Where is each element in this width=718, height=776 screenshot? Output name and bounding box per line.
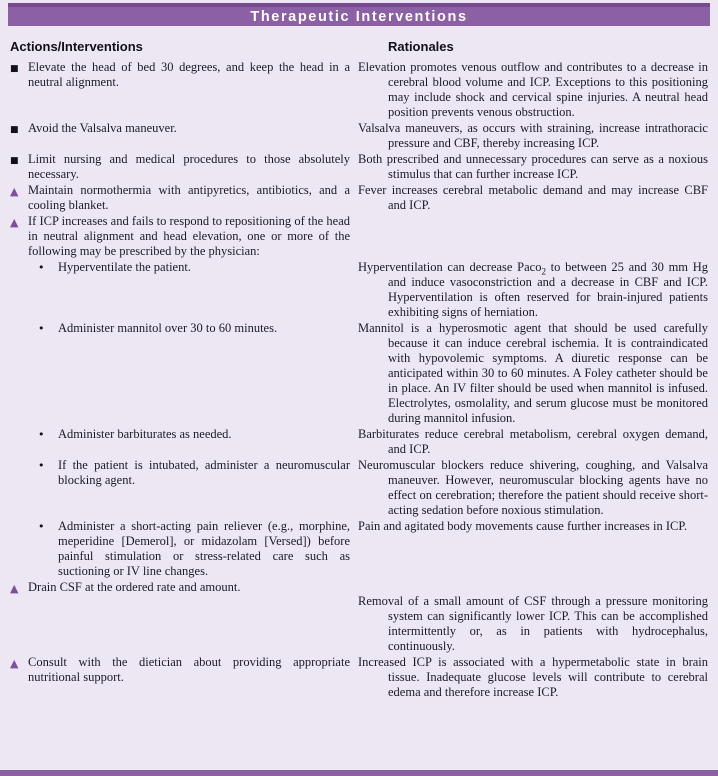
rationale-text: Neuromuscular blockers reduce shivering, coughing, and Valsalva maneuver. However, neuromuscular blocking agents have no effect on cerebration; therefore the patient should receive short-acting sedation before noxious stimulation. (358, 458, 708, 517)
title-bar (8, 3, 710, 26)
action-cell (10, 655, 350, 700)
action-text: If the patient is intubated, administer a neuromuscular blocking agent. (58, 458, 350, 487)
table-row (10, 427, 708, 457)
action-text: Administer barbiturates as needed. (58, 427, 232, 441)
dot-bullet-icon: • (38, 520, 45, 533)
column-headers (10, 39, 708, 54)
action-text: Elevate the head of bed 30 degrees, and keep the head in a neutral alignment. (28, 60, 350, 89)
rationale-text-pre: Hyperventilation can decrease Paco (358, 260, 542, 274)
square-bullet-icon: ■ (10, 64, 19, 74)
action-cell (10, 458, 350, 518)
rationale-text: Elevation promotes venous outflow and contributes to a decrease in cerebral blood volume and ICP. Exceptions to this positioning may include shock and cervical spine injuries. A neutral head position prevents venous obstruction. (358, 60, 708, 119)
action-cell (10, 321, 350, 426)
rationale-text: Pain and agitated body movements cause further increases in ICP. (358, 519, 688, 533)
rationale-cell (358, 183, 708, 213)
table-row (10, 152, 708, 182)
action-text: Drain CSF at the ordered rate and amount. (28, 580, 241, 594)
rationale-text: Barbiturates reduce cerebral metabolism, cerebral oxygen demand, and ICP. (358, 427, 708, 456)
action-text: Hyperventilate the patient. (58, 260, 191, 274)
rationale-text: Fever increases cerebral metabolic demand and may increase CBF and ICP. (358, 183, 708, 212)
rationale-cell (358, 655, 708, 700)
rationale-text: Removal of a small amount of CSF through a pressure monitoring system can significantly lower ICP. This can be accomplished intermittently or, as in patients with hydrocephalus, continuously. (358, 594, 708, 653)
table-row (10, 655, 708, 700)
action-cell (10, 519, 350, 579)
table-row (10, 260, 708, 320)
table-row (10, 183, 708, 213)
action-cell (10, 152, 350, 182)
rationale-cell (358, 214, 708, 259)
triangle-bullet-icon: ▲ (10, 582, 19, 595)
rationale-text: Valsalva maneuvers, as occurs with straining, increase intrathoracic pressure and CBF, thereby increasing ICP. (358, 121, 708, 150)
table-row (10, 519, 708, 579)
action-cell (10, 427, 350, 457)
triangle-bullet-icon: ▲ (10, 657, 19, 670)
action-text: Limit nursing and medical procedures to those absolutely necessary. (28, 152, 350, 181)
rationale-text: Mannitol is a hyperosmotic agent that should be used carefully because it can induce cerebral ischemia. It is contraindicated with hypovolemic symptoms. A diuretic response can be anticipated within 30 to 60 minutes. A Foley catheter should be in place. An IV filter should be used when mannitol is infused. Electrolytes, osmolality, and serum glucose must be monitored during mannitol infusion. (358, 321, 708, 425)
table-content (0, 39, 718, 700)
dot-bullet-icon: • (38, 428, 45, 441)
rationale-cell (358, 427, 708, 457)
table-row (10, 321, 708, 426)
column-header-rationales: Rationales (388, 39, 454, 54)
dot-bullet-icon: • (38, 459, 45, 472)
rationale-cell (358, 60, 708, 120)
action-text: Administer mannitol over 30 to 60 minutes. (58, 321, 278, 335)
table-row (10, 60, 708, 120)
action-text: Avoid the Valsalva maneuver. (28, 121, 177, 135)
rationale-cell (358, 458, 708, 518)
action-cell (10, 214, 350, 259)
action-text: Maintain normothermia with antipyretics, antibiotics, and a cooling blanket. (28, 183, 350, 212)
rationale-text: Both prescribed and unnecessary procedures can serve as a noxious stimulus that can further increase ICP. (358, 152, 708, 181)
table-row (10, 214, 708, 259)
square-bullet-icon: ■ (10, 156, 19, 166)
square-bullet-icon: ■ (10, 125, 19, 135)
action-cell (10, 580, 350, 654)
rationale-text (358, 260, 708, 320)
action-text: Consult with the dietician about providing appropriate nutritional support. (28, 655, 350, 684)
action-cell (10, 183, 350, 213)
action-cell (10, 260, 350, 320)
action-cell (10, 121, 350, 151)
action-text: Administer a short-acting pain reliever (e.g., morphine, meperidine [Demerol], or midazolam [Versed]) before painful stimulation or stress-related care such as suctioning or IV line changes. (58, 519, 350, 578)
therapeutic-interventions-table (0, 3, 718, 776)
rationale-text-post: to between 25 and 30 mm Hg and induce vasoconstriction and a decrease in CBF and ICP. Hyperventilation is often reserved for brain-injured patients exhibiting signs of herniation. (388, 260, 708, 319)
rationale-cell (358, 121, 708, 151)
rationale-cell (358, 594, 708, 654)
dot-bullet-icon: • (38, 322, 45, 335)
dot-bullet-icon: • (38, 261, 45, 274)
rationale-cell (358, 519, 708, 579)
rationale-cell (358, 260, 708, 320)
column-header-actions: Actions/Interventions (10, 39, 143, 54)
triangle-bullet-icon: ▲ (10, 216, 19, 229)
triangle-bullet-icon: ▲ (10, 185, 19, 198)
rationale-cell (358, 321, 708, 426)
table-bottom-border (0, 770, 718, 776)
action-text: If ICP increases and fails to respond to repositioning of the head in neutral alignment and head elevation, one or more of the following may be prescribed by the physician: (28, 214, 350, 258)
table-row (10, 580, 708, 654)
rationale-cell (358, 152, 708, 182)
paco2-subscript: 2 (541, 266, 546, 277)
action-cell (10, 60, 350, 120)
table-row (10, 458, 708, 518)
rationale-text: Increased ICP is associated with a hypermetabolic state in brain tissue. Inadequate glucose levels will contribute to cerebral edema and therefore increase ICP. (358, 655, 708, 699)
table-row (10, 121, 708, 151)
page-title: Therapeutic Interventions (250, 8, 468, 25)
